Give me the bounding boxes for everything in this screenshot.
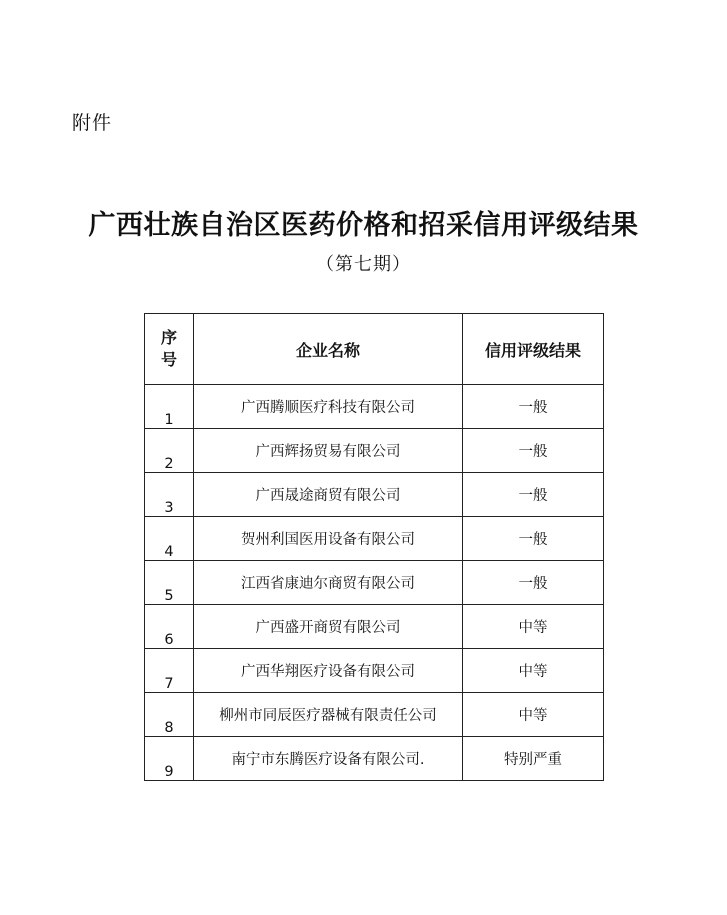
header-rating: 信用评级结果: [463, 314, 604, 385]
row-company: 广西辉扬贸易有限公司: [194, 429, 463, 473]
row-seq: 3: [145, 473, 194, 517]
row-company: 贺州利国医用设备有限公司: [194, 517, 463, 561]
row-rating: 中等: [463, 693, 604, 737]
table-row: [145, 561, 604, 605]
header-seq-line1: 序: [160, 328, 177, 347]
row-rating: 中等: [463, 649, 604, 693]
row-company: 南宁市东腾医疗设备有限公司.: [194, 737, 463, 781]
attachment-label: 附件: [72, 112, 113, 134]
row-company: 广西华翔医疗设备有限公司: [194, 649, 463, 693]
table-row: [145, 385, 604, 429]
row-rating: 一般: [463, 429, 604, 473]
row-rating: 中等: [463, 605, 604, 649]
table-row: [145, 473, 604, 517]
row-seq: 1: [145, 385, 194, 429]
document-title: 广西壮族自治区医药价格和招采信用评级结果: [88, 210, 639, 241]
row-rating: 特别严重: [463, 737, 604, 781]
row-company: 广西腾顺医疗科技有限公司: [194, 385, 463, 429]
row-seq: 9: [145, 737, 194, 781]
row-rating: 一般: [463, 561, 604, 605]
table-header-row: [145, 314, 604, 385]
row-rating: 一般: [463, 385, 604, 429]
row-company: 江西省康迪尔商贸有限公司: [194, 561, 463, 605]
table-row: [145, 737, 604, 781]
row-seq: 2: [145, 429, 194, 473]
table-row: [145, 649, 604, 693]
row-seq: 4: [145, 517, 194, 561]
header-company: 企业名称: [194, 314, 463, 385]
row-company: 广西盛开商贸有限公司: [194, 605, 463, 649]
header-seq: [145, 314, 194, 385]
header-seq-line2: 号: [160, 350, 177, 369]
table-row: [145, 693, 604, 737]
row-company: 广西晟途商贸有限公司: [194, 473, 463, 517]
row-seq: 7: [145, 649, 194, 693]
row-company: 柳州市同辰医疗器械有限责任公司: [194, 693, 463, 737]
table-row: [145, 429, 604, 473]
row-seq: 6: [145, 605, 194, 649]
table-row: [145, 605, 604, 649]
table-row: [145, 517, 604, 561]
row-rating: 一般: [463, 517, 604, 561]
credit-rating-table: [144, 313, 604, 781]
document-subtitle: （第七期）: [316, 254, 411, 275]
row-seq: 8: [145, 693, 194, 737]
row-rating: 一般: [463, 473, 604, 517]
row-seq: 5: [145, 561, 194, 605]
